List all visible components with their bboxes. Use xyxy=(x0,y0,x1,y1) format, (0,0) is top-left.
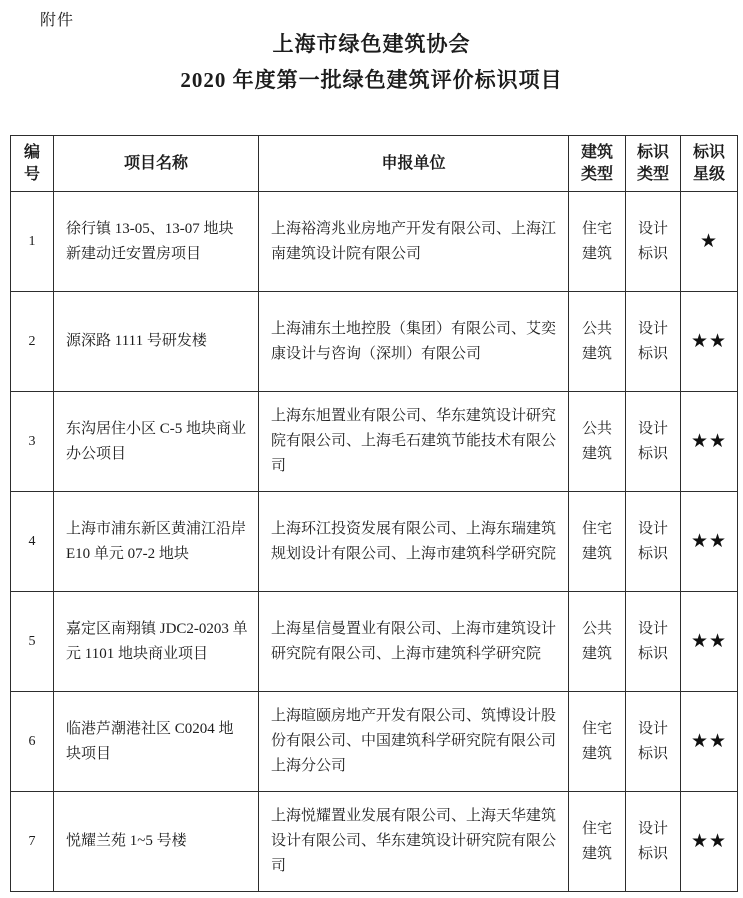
label-type-cell: 设计标识 xyxy=(626,392,681,492)
table-row xyxy=(11,192,738,292)
header-star-rating: 标识星级 xyxy=(681,136,738,192)
applicant-cell: 上海裕湾兆业房地产开发有限公司、上海江南建筑设计院有限公司 xyxy=(259,192,569,292)
table-row xyxy=(11,792,738,892)
star-rating-cell: ★★ xyxy=(681,692,738,792)
row-number-cell: 1 xyxy=(11,192,54,292)
table-row xyxy=(11,692,738,792)
star-rating-cell: ★ xyxy=(681,192,738,292)
table-header-row xyxy=(11,136,738,192)
label-type-cell: 设计标识 xyxy=(626,192,681,292)
row-number-cell: 6 xyxy=(11,692,54,792)
applicant-cell: 上海环江投资发展有限公司、上海东瑞建筑规划设计有限公司、上海市建筑科学研究院 xyxy=(259,492,569,592)
table-row xyxy=(11,492,738,592)
project-name-cell: 临港芦潮港社区 C0204 地块项目 xyxy=(54,692,259,792)
star-rating-cell: ★★ xyxy=(681,392,738,492)
row-number-cell: 2 xyxy=(11,292,54,392)
building-type-cell: 住宅建筑 xyxy=(569,192,626,292)
star-rating-cell: ★★ xyxy=(681,592,738,692)
document-title-line2: 2020 年度第一批绿色建筑评价标识项目 xyxy=(180,68,563,92)
row-number-cell: 7 xyxy=(11,792,54,892)
table-row xyxy=(11,392,738,492)
star-rating-cell: ★★ xyxy=(681,292,738,392)
table-row xyxy=(11,292,738,392)
project-name-cell: 东沟居住小区 C-5 地块商业办公项目 xyxy=(54,392,259,492)
header-label-type: 标识类型 xyxy=(626,136,681,192)
table-header xyxy=(11,136,738,192)
project-name-cell: 嘉定区南翔镇 JDC2-0203 单元 1101 地块商业项目 xyxy=(54,592,259,692)
building-type-cell: 住宅建筑 xyxy=(569,792,626,892)
label-type-cell: 设计标识 xyxy=(626,492,681,592)
applicant-cell: 上海东旭置业有限公司、华东建筑设计研究院有限公司、上海毛石建筑节能技术有限公司 xyxy=(259,392,569,492)
label-type-cell: 设计标识 xyxy=(626,592,681,692)
label-type-cell: 设计标识 xyxy=(626,292,681,392)
header-building-type: 建筑类型 xyxy=(569,136,626,192)
label-type-cell: 设计标识 xyxy=(626,692,681,792)
project-name-cell: 源深路 1111 号研发楼 xyxy=(54,292,259,392)
attachment-label: 附件 xyxy=(40,12,75,29)
applicant-cell: 上海悦耀置业发展有限公司、上海天华建筑设计有限公司、华东建筑设计研究院有限公司 xyxy=(259,792,569,892)
project-name-cell: 悦耀兰苑 1~5 号楼 xyxy=(54,792,259,892)
row-number-cell: 4 xyxy=(11,492,54,592)
row-number-cell: 3 xyxy=(11,392,54,492)
applicant-cell: 上海暄颐房地产开发有限公司、筑博设计股份有限公司、中国建筑科学研究院有限公司上海分公司 xyxy=(259,692,569,792)
building-type-cell: 公共建筑 xyxy=(569,392,626,492)
applicant-cell: 上海星信曼置业有限公司、上海市建筑设计研究院有限公司、上海市建筑科学研究院 xyxy=(259,592,569,692)
building-type-cell: 住宅建筑 xyxy=(569,492,626,592)
document-title-line1: 上海市绿色建筑协会 xyxy=(272,32,471,56)
header-number: 编号 xyxy=(11,136,54,192)
project-name-cell: 上海市浦东新区黄浦江沿岸 E10 单元 07-2 地块 xyxy=(54,492,259,592)
building-type-cell: 公共建筑 xyxy=(569,592,626,692)
star-rating-cell: ★★ xyxy=(681,792,738,892)
applicant-cell: 上海浦东土地控股（集团）有限公司、艾奕康设计与咨询（深圳）有限公司 xyxy=(259,292,569,392)
label-type-cell: 设计标识 xyxy=(626,792,681,892)
building-type-cell: 住宅建筑 xyxy=(569,692,626,792)
table-body xyxy=(11,192,738,892)
table-row xyxy=(11,592,738,692)
row-number-cell: 5 xyxy=(11,592,54,692)
document-title-block xyxy=(0,30,743,94)
star-rating-cell: ★★ xyxy=(681,492,738,592)
building-type-cell: 公共建筑 xyxy=(569,292,626,392)
project-name-cell: 徐行镇 13-05、13-07 地块新建动迁安置房项目 xyxy=(54,192,259,292)
header-project-name: 项目名称 xyxy=(54,136,259,192)
project-list-table xyxy=(10,135,738,892)
header-applicant: 申报单位 xyxy=(259,136,569,192)
